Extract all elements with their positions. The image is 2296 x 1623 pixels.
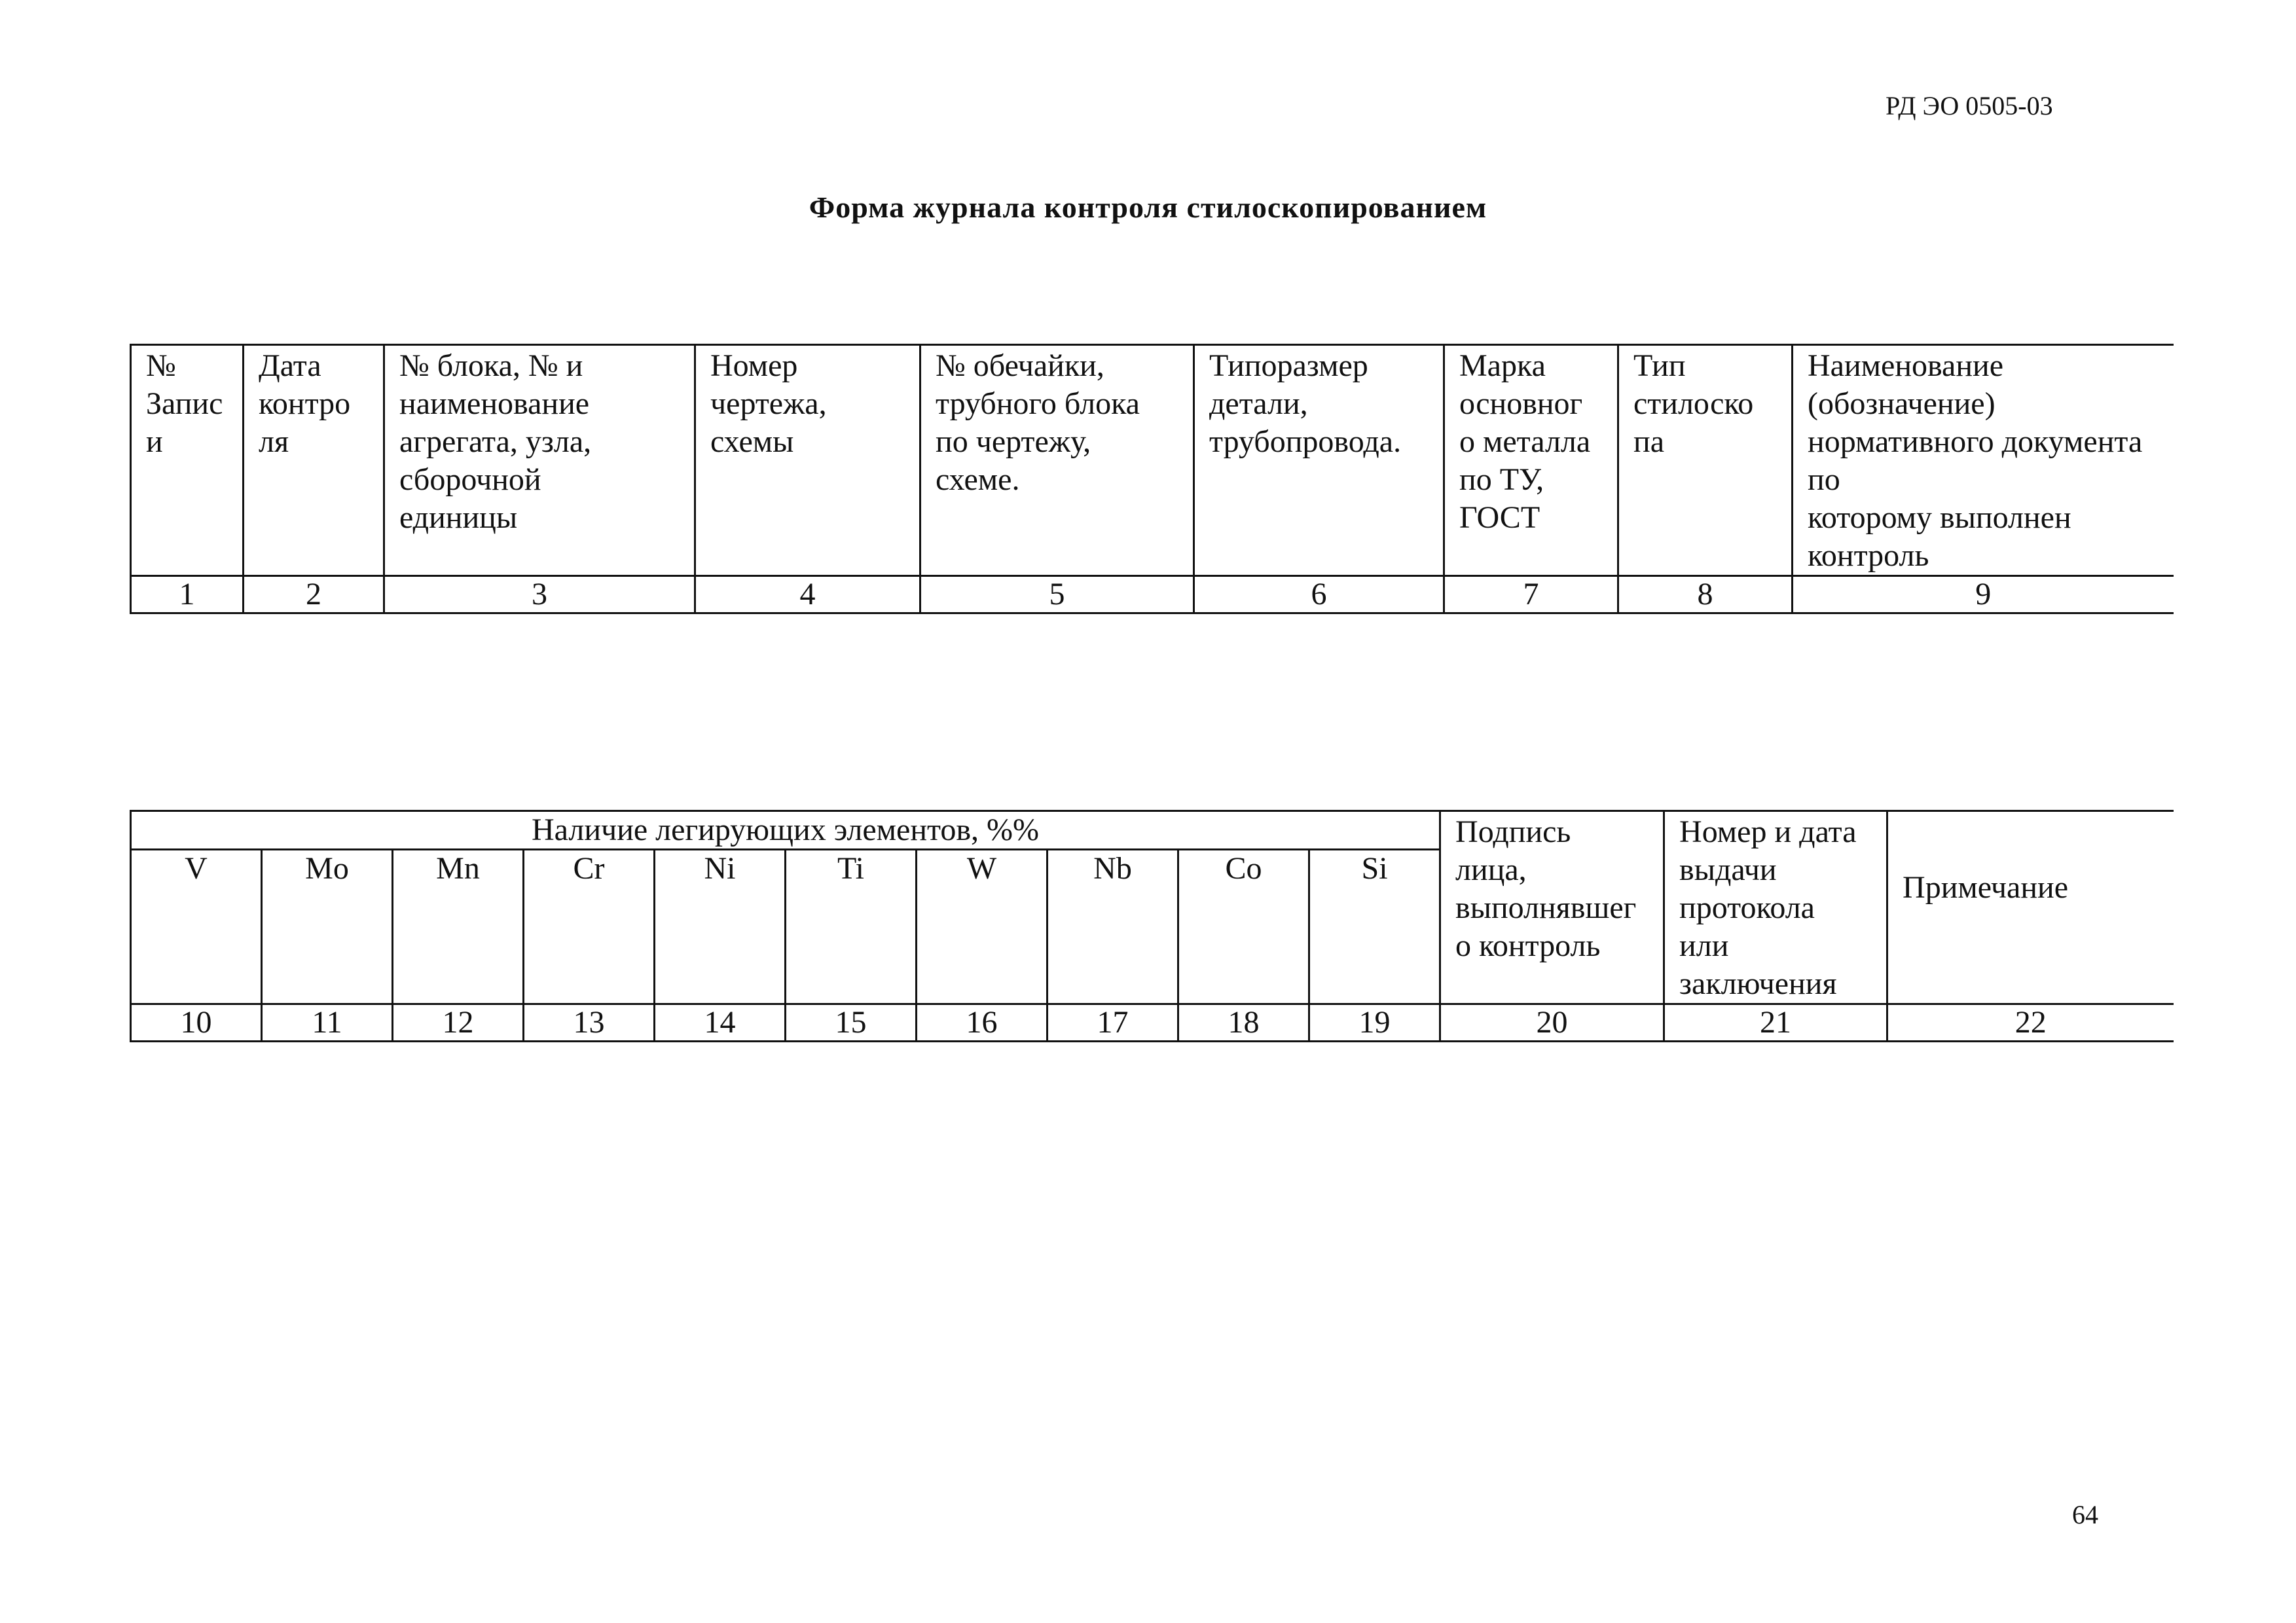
column-number: 13 xyxy=(524,1004,655,1042)
header-text-line: заключения xyxy=(1679,966,1837,1001)
column-number: 10 xyxy=(131,1004,262,1042)
header-text-line: по xyxy=(1808,462,1840,497)
header-text-line: схеме. xyxy=(936,462,1020,497)
column-number: 20 xyxy=(1440,1004,1664,1042)
document-code: РД ЭО 0505-03 xyxy=(1886,91,2053,120)
alloying-elements-header: Наличие легирующих элементов, %% xyxy=(131,811,1440,850)
column-number: 19 xyxy=(1309,1004,1440,1042)
header-text-line: сборочной xyxy=(399,462,541,497)
header-text-line: протокола xyxy=(1679,890,1815,925)
table2-number-row xyxy=(131,1004,2174,1042)
column-number: 17 xyxy=(1048,1004,1178,1042)
element-header: Ti xyxy=(786,850,917,1004)
journal-table-part-2 xyxy=(130,810,2174,1042)
column-number: 15 xyxy=(786,1004,917,1042)
column-header-1 xyxy=(131,345,244,576)
header-text-line: нормативного документа xyxy=(1808,424,2143,459)
header-text-line: лица, xyxy=(1455,852,1527,887)
header-text-line: (обозначение) xyxy=(1808,386,1995,421)
header-text-line: па xyxy=(1633,424,1664,459)
header-text-line: Тип xyxy=(1633,348,1686,383)
column-header-8 xyxy=(1618,345,1793,576)
column-number: 22 xyxy=(1887,1004,2174,1042)
header-text-line: выполнявшег xyxy=(1455,890,1637,925)
column-number: 9 xyxy=(1793,576,2174,613)
header-text-line: Запис xyxy=(146,386,223,421)
header-text-line: Наименование xyxy=(1808,348,2004,383)
column-number: 6 xyxy=(1194,576,1444,613)
element-header: Mo xyxy=(262,850,393,1004)
header-text-line: контро xyxy=(259,386,351,421)
table1-header-row xyxy=(131,345,2174,576)
element-header: Nb xyxy=(1048,850,1178,1004)
header-text-line: или xyxy=(1679,928,1729,963)
table2-group-row xyxy=(131,811,2174,850)
header-text-line: № обечайки, xyxy=(936,348,1104,383)
header-text-line: о металла xyxy=(1459,424,1591,459)
page-title: Форма журнала контроля стилоскопированием xyxy=(809,191,1487,224)
column-number: 12 xyxy=(393,1004,524,1042)
header-text-line: стилоско xyxy=(1633,386,1754,421)
column-header-5 xyxy=(920,345,1194,576)
header-text-line: основног xyxy=(1459,386,1583,421)
header-text-line: Типоразмер xyxy=(1209,348,1368,383)
header-text-line: по чертежу, xyxy=(936,424,1091,459)
header-text-line: № xyxy=(146,348,176,383)
column-number: 7 xyxy=(1444,576,1618,613)
element-header: Si xyxy=(1309,850,1440,1004)
header-text-line: Подпись xyxy=(1455,814,1571,849)
header-text-line: и xyxy=(146,424,163,459)
element-header: V xyxy=(131,850,262,1004)
header-text-line: по ТУ, xyxy=(1459,462,1544,497)
element-header: Cr xyxy=(524,850,655,1004)
column-number: 3 xyxy=(384,576,695,613)
header-text-line: которому выполнен xyxy=(1808,500,2071,535)
column-header-3 xyxy=(384,345,695,576)
column-number: 16 xyxy=(917,1004,1048,1042)
column-header-6 xyxy=(1194,345,1444,576)
header-text-line: схемы xyxy=(710,424,794,459)
column-number: 11 xyxy=(262,1004,393,1042)
header-text-line: выдачи xyxy=(1679,852,1777,887)
header-text-line: детали, xyxy=(1209,386,1308,421)
column-number: 5 xyxy=(920,576,1194,613)
table1-number-row xyxy=(131,576,2174,613)
column-header-2 xyxy=(244,345,384,576)
header-text-line: агрегата, узла, xyxy=(399,424,592,459)
signature-header xyxy=(1440,811,1664,1004)
header-text-line: Марка xyxy=(1459,348,1546,383)
column-header-7 xyxy=(1444,345,1618,576)
note-header: Примечание xyxy=(1887,811,2174,1004)
column-number: 18 xyxy=(1178,1004,1309,1042)
column-number: 14 xyxy=(655,1004,786,1042)
column-number: 21 xyxy=(1664,1004,1887,1042)
element-header: W xyxy=(917,850,1048,1004)
header-text-line: наименование xyxy=(399,386,590,421)
header-text-line: трубопровода. xyxy=(1209,424,1402,459)
column-number: 8 xyxy=(1618,576,1793,613)
protocol-header xyxy=(1664,811,1887,1004)
column-number: 4 xyxy=(695,576,920,613)
column-header-4 xyxy=(695,345,920,576)
header-text-line: трубного блока xyxy=(936,386,1140,421)
column-number: 1 xyxy=(131,576,244,613)
header-text-line: № блока, № и xyxy=(399,348,583,383)
element-header: Co xyxy=(1178,850,1309,1004)
header-text-line: Номер и дата xyxy=(1679,814,1857,849)
journal-table-part-1 xyxy=(130,344,2174,614)
page-number: 64 xyxy=(2072,1500,2098,1529)
header-text-line: ля xyxy=(259,424,289,459)
column-number: 2 xyxy=(244,576,384,613)
header-text-line: о контроль xyxy=(1455,928,1601,963)
header-text-line: ГОСТ xyxy=(1459,500,1540,535)
column-header-9 xyxy=(1793,345,2174,576)
header-text-line: единицы xyxy=(399,500,518,535)
header-text-line: контроль xyxy=(1808,538,1929,573)
header-text-line: чертежа, xyxy=(710,386,827,421)
header-text-line: Дата xyxy=(259,348,321,383)
element-header: Ni xyxy=(655,850,786,1004)
element-header: Mn xyxy=(393,850,524,1004)
header-text-line: Номер xyxy=(710,348,798,383)
